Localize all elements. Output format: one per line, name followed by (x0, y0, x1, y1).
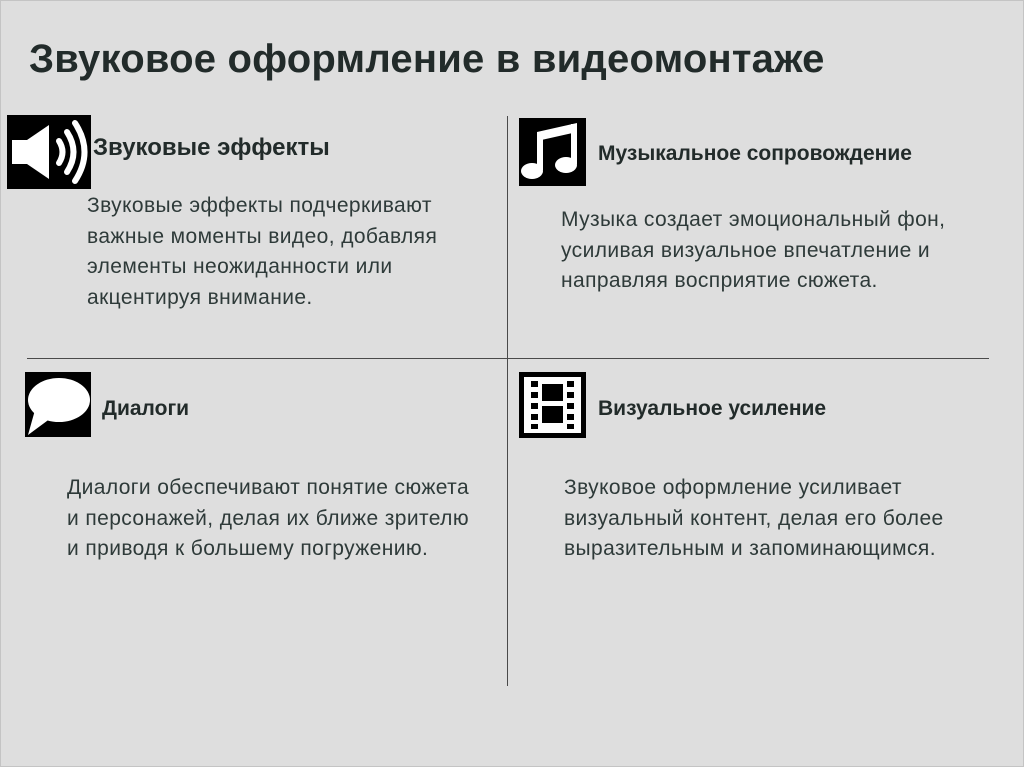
section-text-dialogues: Диалоги обеспечивают понятие сюжета и персонажей, делая их ближе зрителю и приводя к большему погружению. (67, 476, 470, 560)
section-text-visual: Звуковое оформление усиливает визуальный контент, делая его более выразительным и запоминающимся. (564, 476, 944, 560)
section-heading-visual: Визуальное усиление (598, 397, 827, 420)
vertical-divider (507, 116, 508, 686)
section-heading-music: Музыкальное сопровождение (598, 142, 912, 165)
speech-bubble-icon (25, 372, 91, 437)
section-text-sound-effects: Звуковые эффекты подчеркивают важные моменты видео, добавляя элементы неожиданности или акцентируя внимание. (87, 194, 438, 309)
music-note-icon (519, 118, 586, 186)
section-heading-dialogues: Диалоги (102, 397, 190, 420)
section-heading-sound-effects: Звуковые эффекты (93, 134, 330, 161)
horizontal-divider (27, 358, 989, 359)
speaker-volume-icon (7, 115, 91, 189)
film-strip-icon (519, 372, 586, 438)
slide-title: Звуковое оформление в видеомонтаже (29, 37, 825, 81)
section-text-music: Музыка создает эмоциональный фон, усиливая визуальное впечатление и направляя восприятие сюжета. (561, 208, 946, 292)
